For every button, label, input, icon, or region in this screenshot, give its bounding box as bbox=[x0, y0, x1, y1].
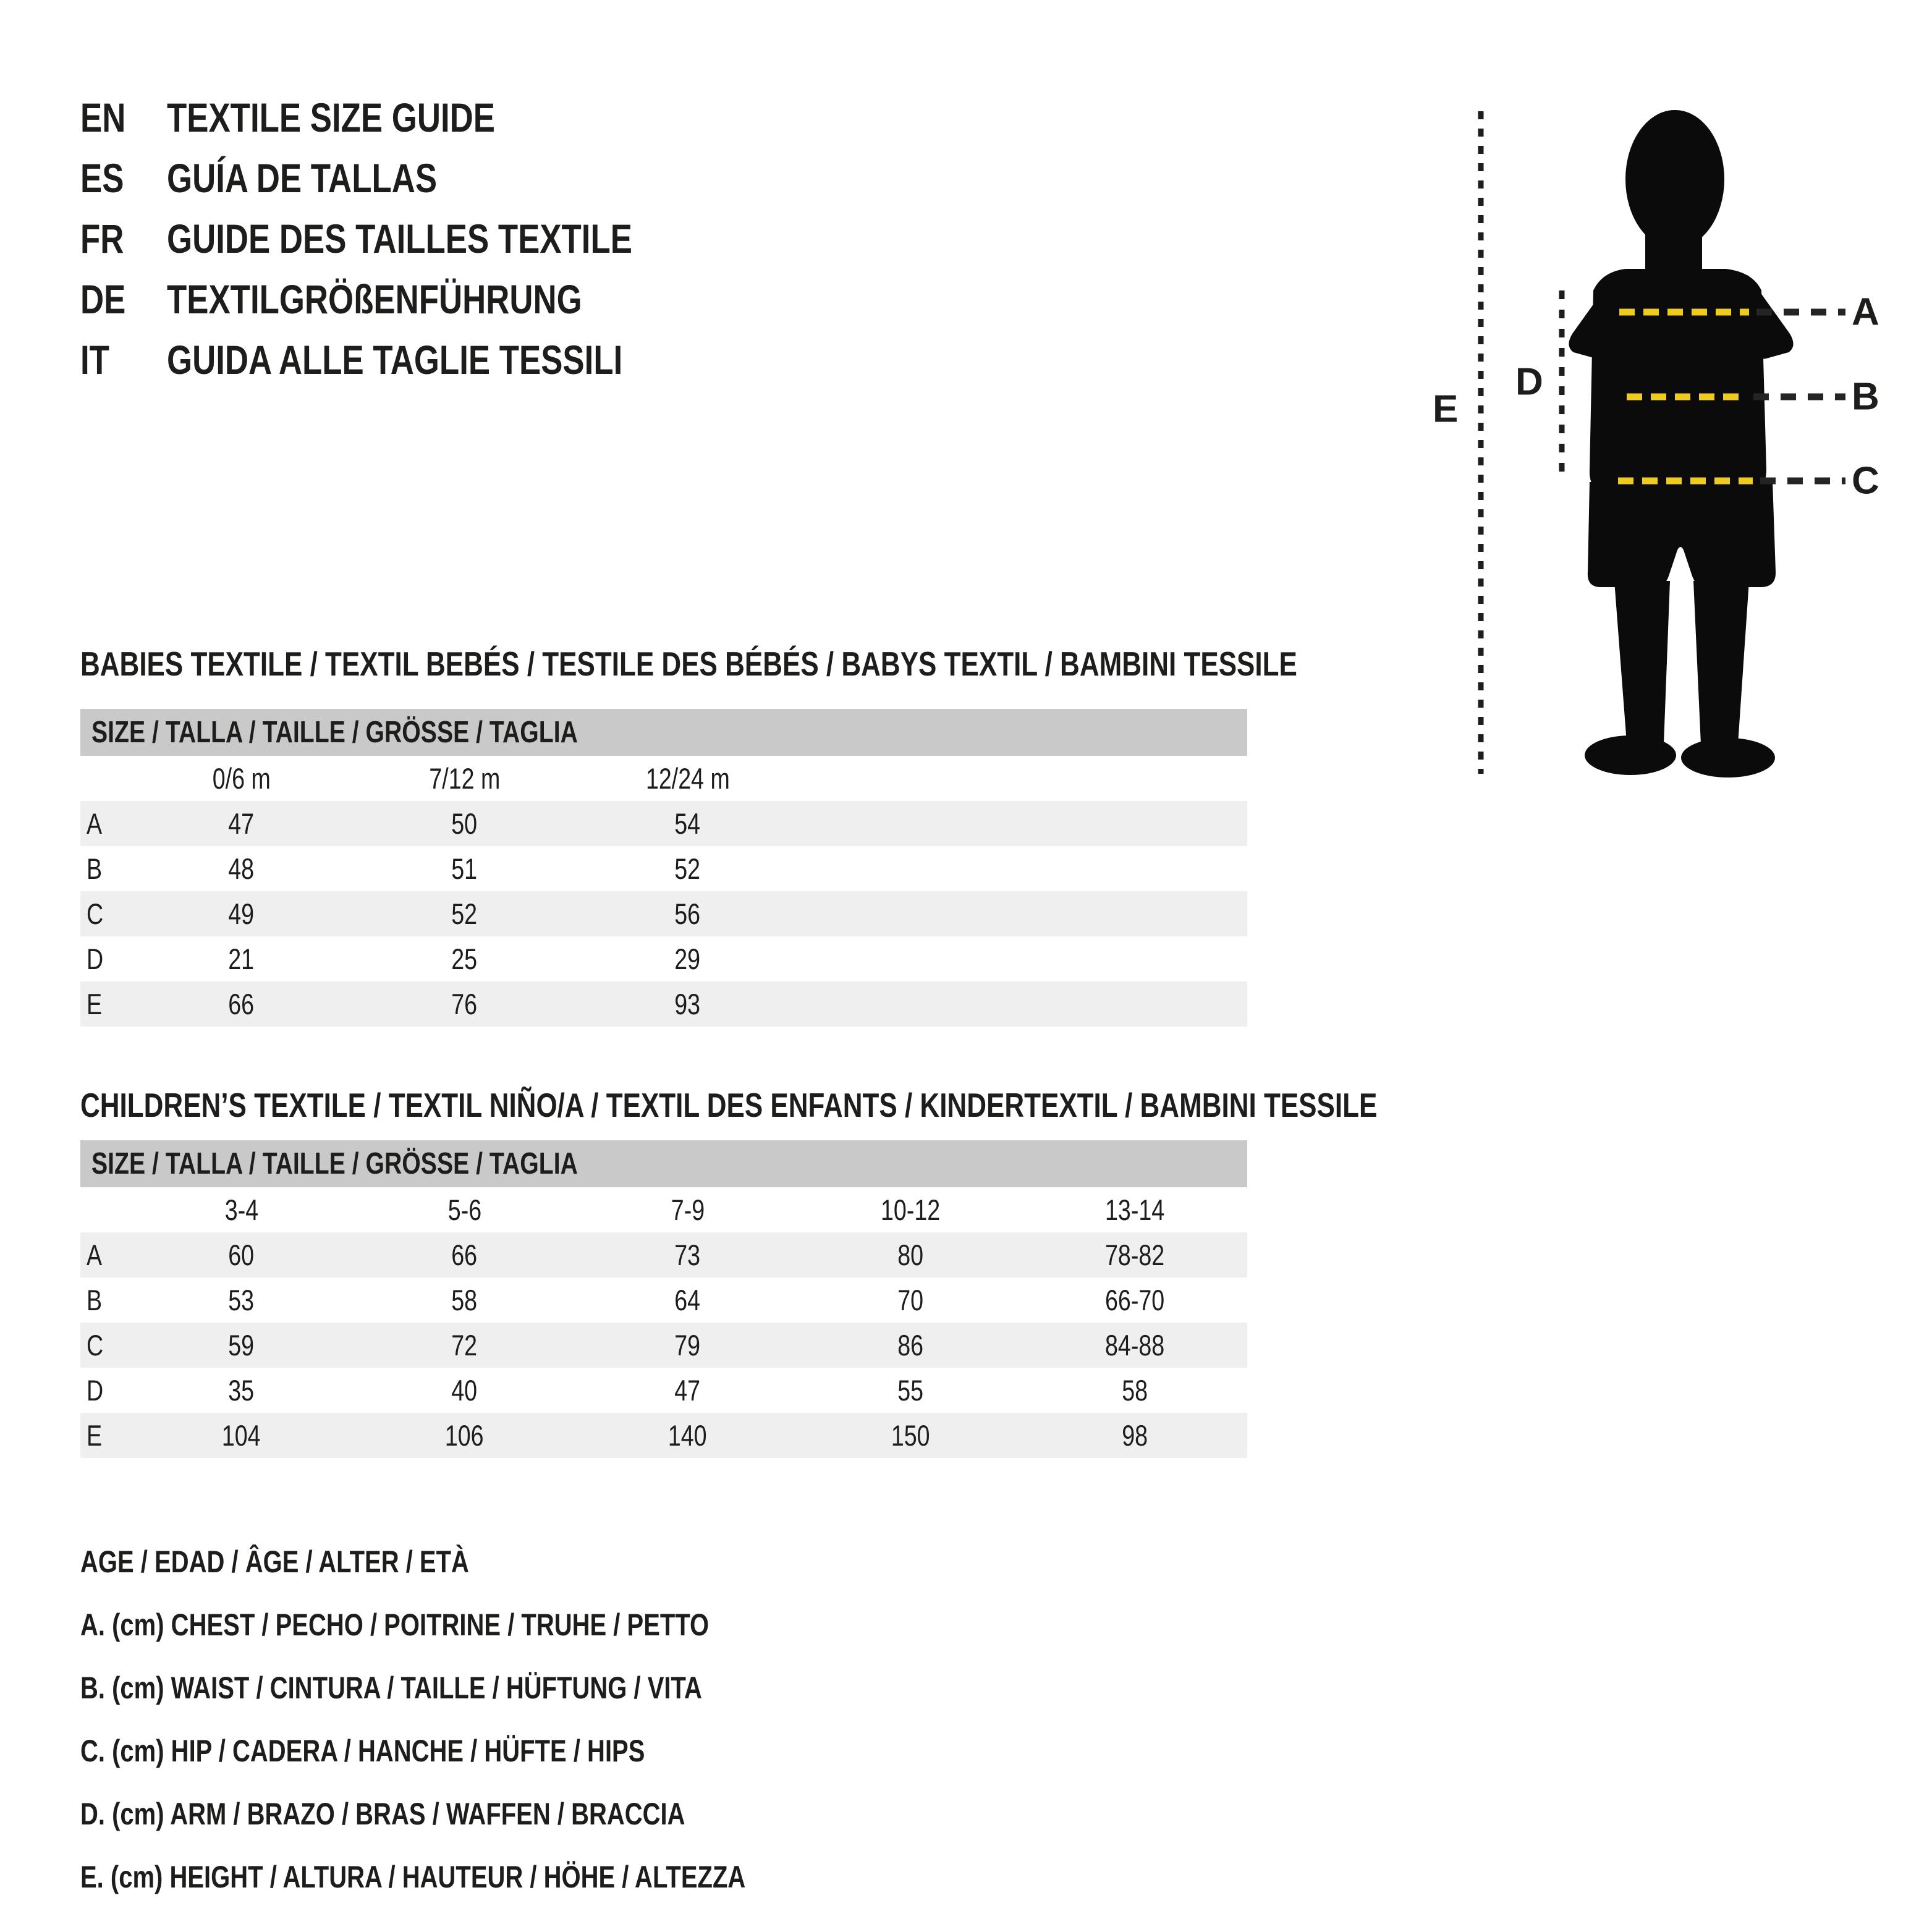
lang-title-de: TEXTILGRÖßENFÜHRUNG bbox=[167, 276, 582, 322]
lang-row-es bbox=[80, 155, 748, 215]
babies-section-title: BABIES TEXTILE / TEXTIL BEBÉS / TESTILE DES BÉBÉS / BABYS TEXTIL / BAMBINI TESSILE bbox=[80, 645, 1297, 683]
cell: 47 bbox=[228, 807, 255, 840]
lang-title-fr: GUIDE DES TAILLES TEXTILE bbox=[167, 216, 632, 261]
cell: 80 bbox=[897, 1239, 924, 1271]
table-row bbox=[80, 1413, 1247, 1458]
legend-arm: D. (cm) ARM / BRAZO / BRAS / WAFFEN / BRACCIA bbox=[80, 1797, 685, 1831]
cell: 66 bbox=[451, 1239, 478, 1271]
children-col-header-2: 7-9 bbox=[671, 1193, 705, 1226]
lang-row-en bbox=[80, 94, 748, 155]
cell: 72 bbox=[451, 1329, 478, 1362]
cell: 47 bbox=[674, 1374, 701, 1407]
cell: 48 bbox=[228, 852, 255, 885]
cell: 21 bbox=[228, 943, 255, 975]
row-label: D bbox=[87, 1374, 104, 1407]
cell: 53 bbox=[228, 1284, 255, 1316]
cell: 49 bbox=[228, 897, 255, 930]
cell: 50 bbox=[451, 807, 478, 840]
cell: 73 bbox=[674, 1239, 701, 1271]
lang-title-en: TEXTILE SIZE GUIDE bbox=[167, 95, 495, 140]
corner-cell bbox=[80, 1187, 130, 1232]
cell: 54 bbox=[674, 807, 701, 840]
row-label: E bbox=[87, 1419, 103, 1452]
lang-row-de bbox=[80, 276, 748, 336]
cell: 60 bbox=[228, 1239, 255, 1271]
babies-col-header-2: 12/24 m bbox=[645, 762, 730, 795]
table-row bbox=[80, 936, 1247, 981]
row-label: E bbox=[87, 988, 103, 1020]
table-row bbox=[80, 1323, 1247, 1368]
row-label: D bbox=[87, 943, 104, 975]
cell: 66-70 bbox=[1104, 1284, 1165, 1316]
children-column-header-row bbox=[80, 1187, 1247, 1232]
filler-cell bbox=[799, 756, 1247, 801]
measure-label-b: B bbox=[1852, 375, 1879, 418]
lang-code-en: EN bbox=[80, 95, 126, 140]
cell: 25 bbox=[451, 943, 478, 975]
cell: 70 bbox=[897, 1284, 924, 1316]
cell: 59 bbox=[228, 1329, 255, 1362]
filler-cell bbox=[799, 936, 1247, 981]
child-silhouette bbox=[1569, 110, 1793, 777]
table-row bbox=[80, 1277, 1247, 1323]
legend-waist: B. (cm) WAIST / CINTURA / TAILLE / HÜFTUNG / VITA bbox=[80, 1671, 702, 1705]
cell: 79 bbox=[674, 1329, 701, 1362]
legend-chest: A. (cm) CHEST / PECHO / POITRINE / TRUHE / PETTO bbox=[80, 1608, 710, 1642]
children-col-header-3: 10-12 bbox=[881, 1193, 941, 1226]
lang-title-it: GUIDA ALLE TAGLIE TESSILI bbox=[167, 337, 623, 383]
row-label: A bbox=[87, 1239, 103, 1271]
corner-cell bbox=[80, 756, 130, 801]
measure-label-a: A bbox=[1852, 290, 1879, 334]
table-row bbox=[80, 1368, 1247, 1413]
children-size-header-bar: SIZE / TALLA / TAILLE / GRÖSSE / TAGLIA bbox=[80, 1140, 1247, 1187]
row-label: B bbox=[87, 852, 103, 885]
measure-label-d: D bbox=[1515, 360, 1543, 404]
cell: 56 bbox=[674, 897, 701, 930]
cell: 64 bbox=[674, 1284, 701, 1316]
table-row bbox=[80, 981, 1247, 1027]
children-col-header-4: 13-14 bbox=[1104, 1193, 1165, 1226]
table-row bbox=[80, 1232, 1247, 1277]
filler-cell bbox=[799, 981, 1247, 1027]
language-title-block bbox=[80, 94, 748, 397]
cell: 106 bbox=[445, 1419, 484, 1452]
filler-cell bbox=[799, 891, 1247, 936]
lang-row-fr bbox=[80, 215, 748, 276]
legend-height: E. (cm) HEIGHT / ALTURA / HAUTEUR / HÖHE / ALTEZZA bbox=[80, 1860, 746, 1894]
cell: 84-88 bbox=[1104, 1329, 1165, 1362]
cell: 150 bbox=[891, 1419, 930, 1452]
child-silhouette-figure bbox=[1409, 87, 1932, 797]
cell: 104 bbox=[222, 1419, 261, 1452]
lang-code-de: DE bbox=[80, 276, 126, 322]
legend-age: AGE / EDAD / ÂGE / ALTER / ETÀ bbox=[80, 1544, 469, 1579]
measurement-legend bbox=[80, 1544, 912, 1922]
lang-row-it bbox=[80, 336, 748, 397]
cell: 98 bbox=[1122, 1419, 1148, 1452]
cell: 58 bbox=[1122, 1374, 1148, 1407]
lang-code-es: ES bbox=[80, 155, 124, 201]
cell: 51 bbox=[451, 852, 478, 885]
measurement-figure-svg bbox=[1409, 87, 1932, 797]
babies-col-header-1: 7/12 m bbox=[429, 762, 500, 795]
children-col-header-0: 3-4 bbox=[224, 1193, 258, 1226]
cell: 93 bbox=[674, 988, 701, 1020]
children-col-header-1: 5-6 bbox=[447, 1193, 481, 1226]
table-row bbox=[80, 891, 1247, 936]
babies-size-header-bar: SIZE / TALLA / TAILLE / GRÖSSE / TAGLIA bbox=[80, 709, 1247, 756]
cell: 58 bbox=[451, 1284, 478, 1316]
cell: 29 bbox=[674, 943, 701, 975]
lang-code-it: IT bbox=[80, 337, 109, 383]
cell: 76 bbox=[451, 988, 478, 1020]
cell: 66 bbox=[228, 988, 255, 1020]
cell: 52 bbox=[451, 897, 478, 930]
lang-code-fr: FR bbox=[80, 216, 124, 261]
filler-cell bbox=[799, 846, 1247, 891]
row-label: C bbox=[87, 1329, 104, 1362]
table-row bbox=[80, 801, 1247, 846]
lang-title-es: GUÍA DE TALLAS bbox=[167, 155, 438, 201]
filler-cell bbox=[799, 801, 1247, 846]
cell: 55 bbox=[897, 1374, 924, 1407]
cell: 40 bbox=[451, 1374, 478, 1407]
children-section-title: CHILDREN’S TEXTILE / TEXTIL NIÑO/A / TEXTIL DES ENFANTS / KINDERTEXTIL / BAMBINI TESSILE bbox=[80, 1086, 1378, 1124]
babies-size-table bbox=[80, 756, 1247, 1027]
cell: 86 bbox=[897, 1329, 924, 1362]
cell: 52 bbox=[674, 852, 701, 885]
babies-col-header-0: 0/6 m bbox=[212, 762, 271, 795]
table-row bbox=[80, 846, 1247, 891]
babies-column-header-row bbox=[80, 756, 1247, 801]
cell: 140 bbox=[668, 1419, 707, 1452]
children-size-table bbox=[80, 1187, 1247, 1458]
legend-hip: C. (cm) HIP / CADERA / HANCHE / HÜFTE / HIPS bbox=[80, 1734, 645, 1768]
row-label: A bbox=[87, 807, 103, 840]
row-label: C bbox=[87, 897, 104, 930]
cell: 78-82 bbox=[1104, 1239, 1165, 1271]
row-label: B bbox=[87, 1284, 103, 1316]
measure-label-c: C bbox=[1852, 459, 1879, 502]
cell: 35 bbox=[228, 1374, 255, 1407]
measure-label-e: E bbox=[1433, 388, 1459, 431]
